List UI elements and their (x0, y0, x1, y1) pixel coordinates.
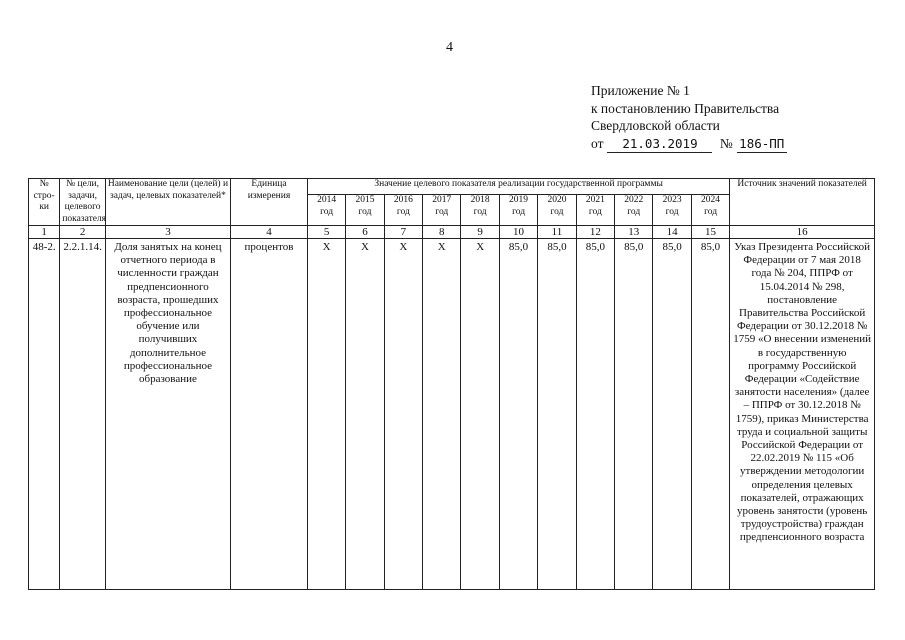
column-number: 4 (231, 226, 308, 239)
header-source: Источник значений показателей (730, 179, 875, 226)
header-year: 2016 год (384, 195, 422, 226)
column-number: 9 (461, 226, 499, 239)
table-row (29, 239, 875, 590)
header-year: 2014 год (307, 195, 345, 226)
column-number: 3 (105, 226, 230, 239)
header-year: 2022 год (615, 195, 653, 226)
resolution-date: 21.03.2019 (607, 135, 712, 154)
column-number: 1 (29, 226, 60, 239)
cell-source: Указ Президента Российской Федерации от 7 мая 2018 года № 204, ППРФ от 15.04.2014 № 298, постановление Правительства Российской Федерации от 30.12.2018 № 1759 «О внесении изменений в государственную программу Российской Федерации «Содействие занятости населения» (далее – ППРФ от 30.12.2018 № 1759), приказ Министерства труда и социальной защиты Российской Федерации от 22.02.2019 № 115 «Об утверждении методологии определения целевых показателей, отражающих уровень занятости (уровень трудоустройства) граждан предпенсионного возраста (730, 239, 875, 590)
column-number: 2 (60, 226, 105, 239)
header-year: 2019 год (499, 195, 537, 226)
cell-value: 85,0 (653, 239, 691, 590)
cell-value: X (384, 239, 422, 590)
header-row (29, 179, 875, 195)
header-year: 2021 год (576, 195, 614, 226)
cell-unit: процентов (231, 239, 308, 590)
resolution-number: 186-ПП (737, 135, 787, 154)
column-number: 8 (423, 226, 461, 239)
appendix-header (591, 82, 787, 153)
column-number: 7 (384, 226, 422, 239)
column-number: 15 (691, 226, 729, 239)
header-year: 2018 год (461, 195, 499, 226)
header-name: Наименование цели (целей) и задач, целевых показателей* (105, 179, 230, 226)
cell-value: 85,0 (691, 239, 729, 590)
column-number: 14 (653, 226, 691, 239)
appendix-date-line (591, 135, 787, 154)
target-indicators-table (28, 178, 875, 590)
column-number: 6 (346, 226, 384, 239)
column-number: 13 (615, 226, 653, 239)
appendix-subtitle-2: Свердловской области (591, 118, 720, 133)
header-row-no: № стро-ки (29, 179, 60, 226)
date-prefix: от (591, 135, 604, 151)
cell-value: X (346, 239, 384, 590)
cell-value: 85,0 (538, 239, 576, 590)
column-number: 10 (499, 226, 537, 239)
cell-value: 85,0 (499, 239, 537, 590)
header-year: 2020 год (538, 195, 576, 226)
header-unit: Единица измерения (231, 179, 308, 226)
column-number: 16 (730, 226, 875, 239)
header-year: 2017 год (423, 195, 461, 226)
column-number: 5 (307, 226, 345, 239)
cell-value: X (307, 239, 345, 590)
number-prefix: № (719, 135, 733, 151)
appendix-subtitle-1: к постановлению Правительства (591, 100, 780, 116)
column-number-row (29, 226, 875, 239)
cell-row-no: 48-2. (29, 239, 60, 590)
header-year: 2024 год (691, 195, 729, 226)
cell-value: 85,0 (615, 239, 653, 590)
page-number: 4 (446, 40, 453, 55)
column-number: 12 (576, 226, 614, 239)
cell-indicator-name: Доля занятых на конец отчетного периода в численности граждан предпенсионного возраста, прошедших профессиональное обучение или получивших дополнительное профессиональное образование (105, 239, 230, 590)
cell-value: 85,0 (576, 239, 614, 590)
header-year: 2023 год (653, 195, 691, 226)
header-goal-no: № цели, задачи, целевого показателя (60, 179, 105, 226)
appendix-title: Приложение № 1 (591, 83, 690, 98)
column-number: 11 (538, 226, 576, 239)
header-value-group: Значение целевого показателя реализации государственной программы (307, 179, 729, 195)
header-year: 2015 год (346, 195, 384, 226)
cell-value: X (423, 239, 461, 590)
cell-goal-no: 2.2.1.14. (60, 239, 105, 590)
cell-value: X (461, 239, 499, 590)
